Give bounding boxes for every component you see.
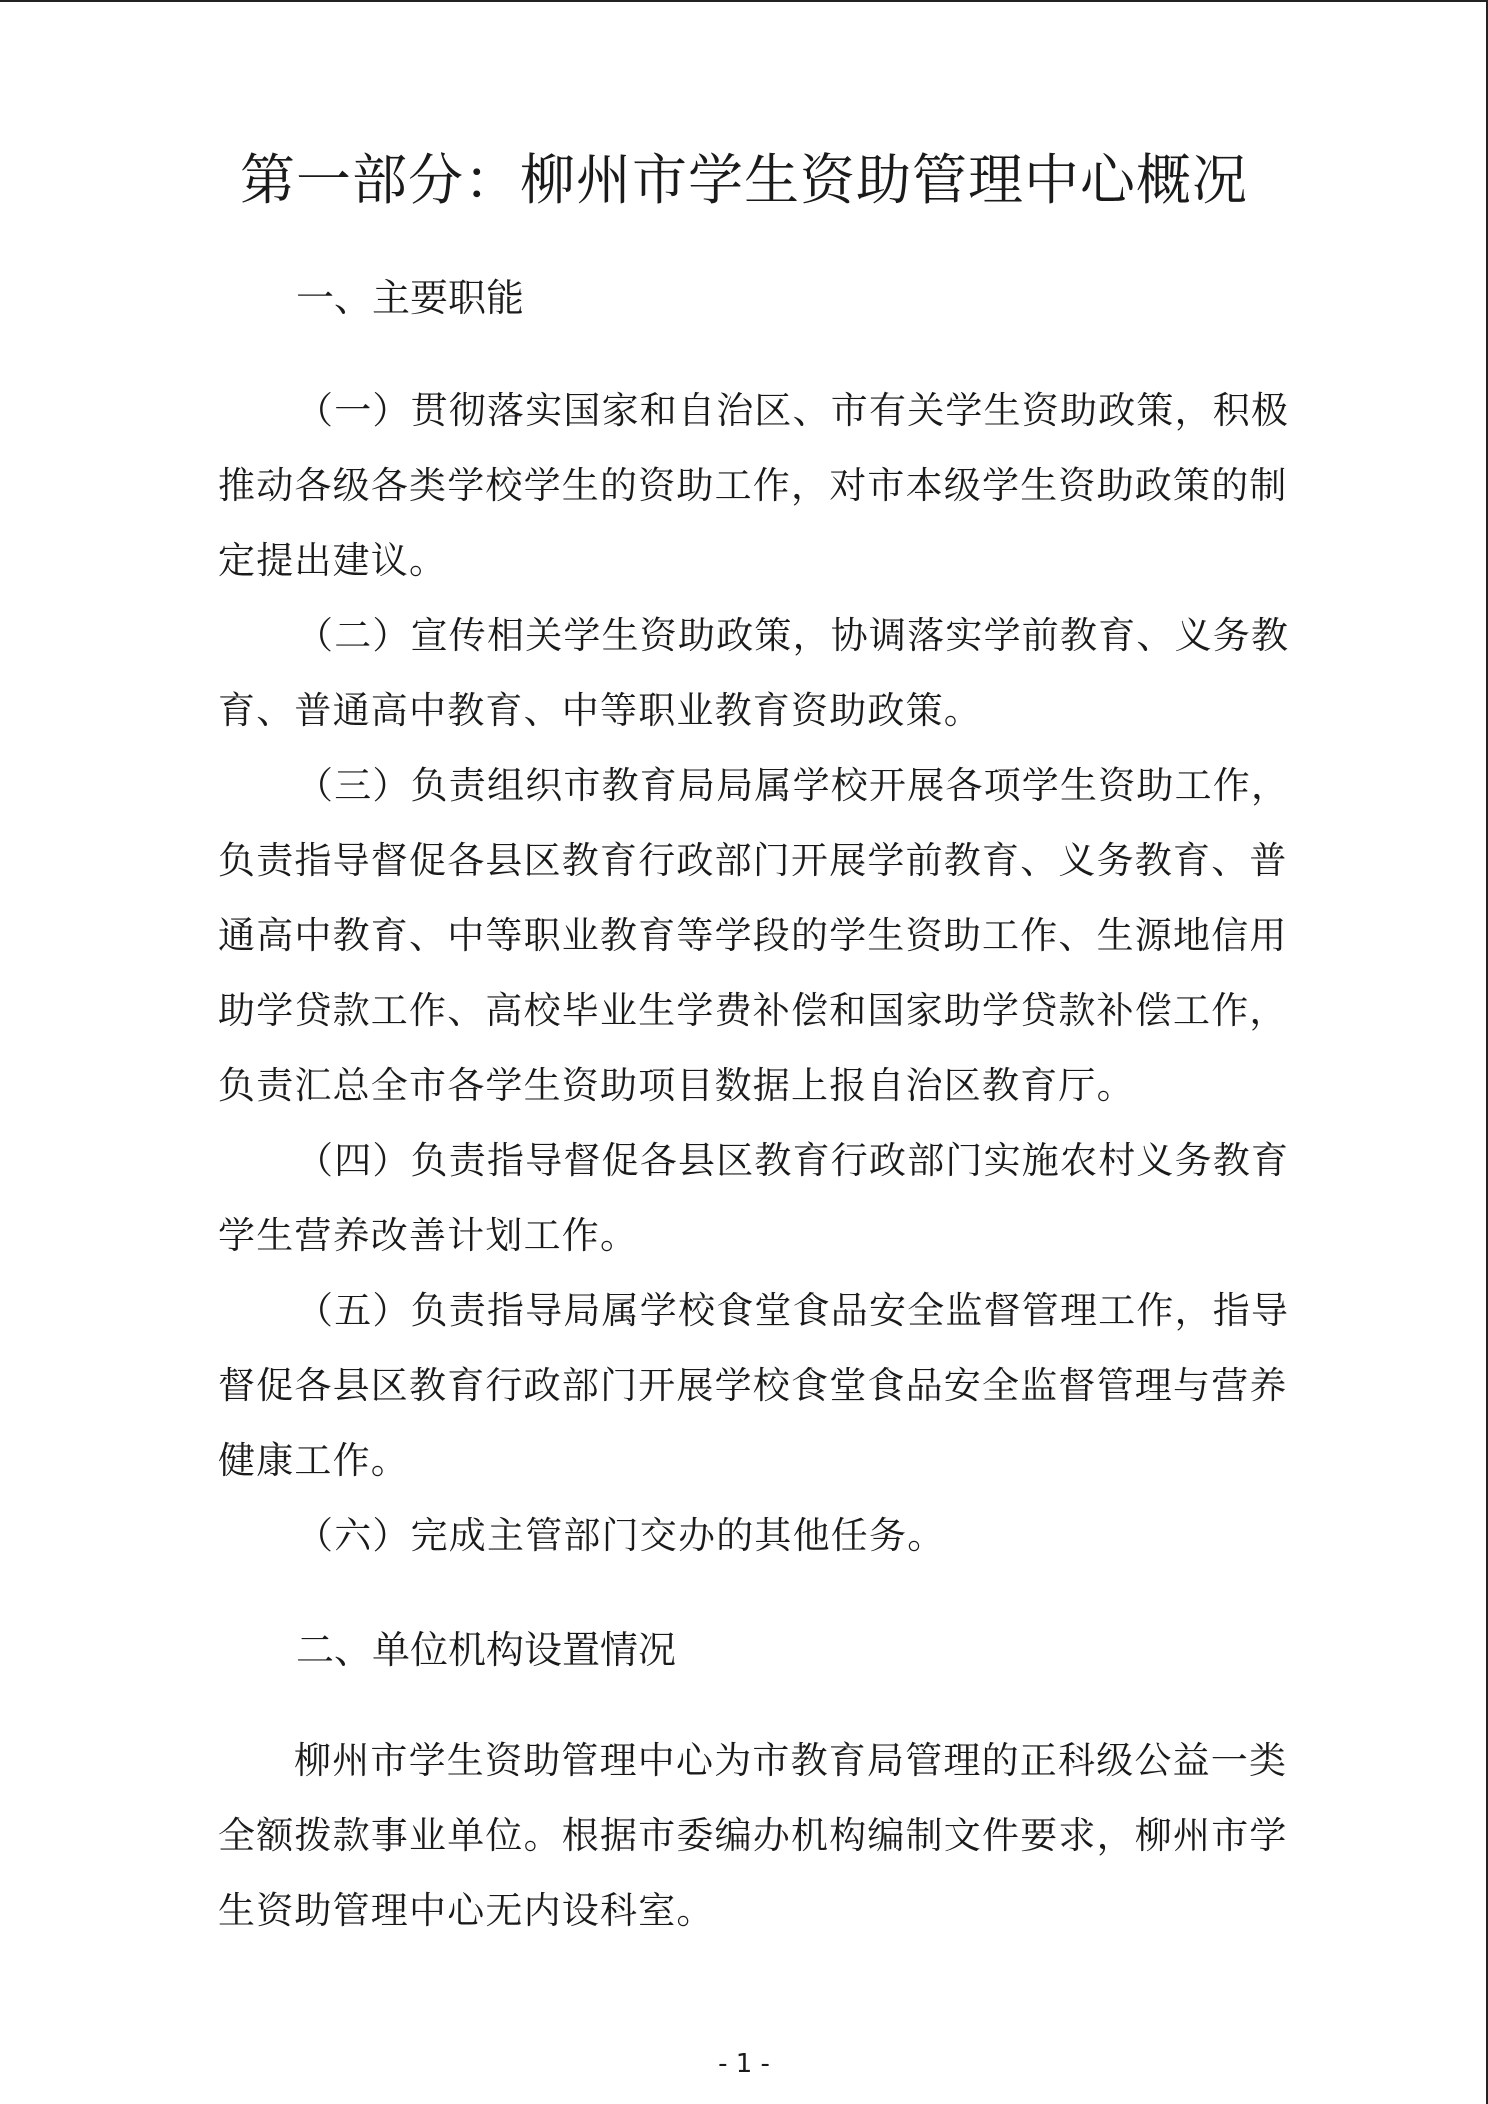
paragraph-line: （四）负责指导督促各县区教育行政部门实施农村义务教育 (296, 1139, 1290, 1182)
paragraph-line: （五）负责指导局属学校食堂食品安全监督管理工作，指导 (296, 1289, 1290, 1332)
paragraph-line: 全额拨款事业单位。根据市委编办机构编制文件要求，柳州市学 (218, 1814, 1288, 1857)
paragraph-line: 生资助管理中心无内设科室。 (218, 1889, 715, 1932)
paragraph-line: 定提出建议。 (218, 539, 448, 582)
paragraph-line: 学生营养改善计划工作。 (218, 1214, 639, 1257)
paragraph-line: 推动各级各类学校学生的资助工作，对市本级学生资助政策的制 (218, 464, 1288, 507)
paragraph-line: 督促各县区教育行政部门开展学校食堂食品安全监督管理与营养 (218, 1364, 1288, 1407)
paragraph-line: 通高中教育、中等职业教育等学段的学生资助工作、生源地信用 (218, 914, 1288, 957)
paragraph-line: （一）贯彻落实国家和自治区、市有关学生资助政策，积极 (296, 389, 1290, 432)
paragraph-line: 负责汇总全市各学生资助项目数据上报自治区教育厅。 (218, 1064, 1135, 1107)
paragraph-line: （六）完成主管部门交办的其他任务。 (296, 1514, 946, 1557)
section-heading-organization: 二、单位机构设置情况 (296, 1628, 677, 1672)
section-heading-main-functions: 一、主要职能 (296, 276, 525, 320)
paragraph-line: 柳州市学生资助管理中心为市教育局管理的正科级公益一类 (294, 1739, 1288, 1782)
document-title: 第一部分：柳州市学生资助管理中心概况 (239, 148, 1248, 212)
paragraph-line: （二）宣传相关学生资助政策，协调落实学前教育、义务教 (296, 614, 1290, 657)
paragraph-line: （三）负责组织市教育局局属学校开展各项学生资助工作， (296, 764, 1290, 807)
paragraph-line: 负责指导督促各县区教育行政部门开展学前教育、义务教育、普 (218, 839, 1288, 882)
paragraph-line: 健康工作。 (218, 1439, 409, 1482)
paragraph-line: 育、普通高中教育、中等职业教育资助政策。 (218, 689, 982, 732)
page-number: - 1 - (718, 2049, 770, 2079)
paragraph-line: 助学贷款工作、高校毕业生学费补偿和国家助学贷款补偿工作， (218, 989, 1288, 1032)
